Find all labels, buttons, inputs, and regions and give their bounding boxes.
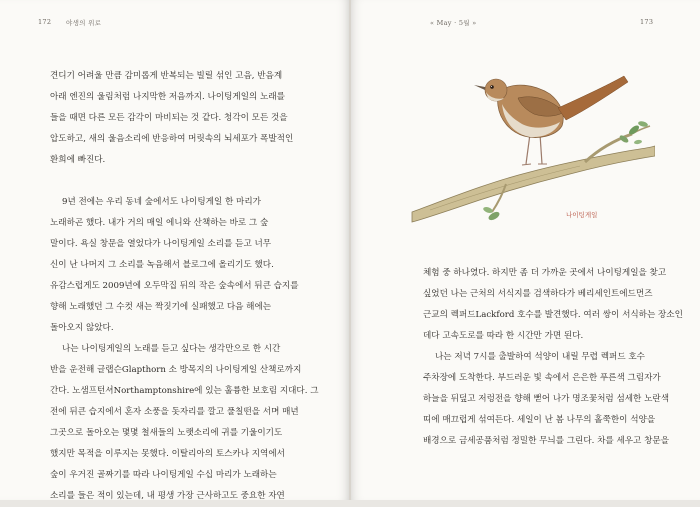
text-line: 간다. 노샘프턴셔Northamptonshire에 있는 훌륭한 보호림 지대다. 그 [50,386,319,396]
text-line: 반을 운전해 글랩슨Glapthorn 소 방목지의 나이팅게일 산책로까지 [50,365,302,375]
text-line: 나는 나이팅게일의 노래를 듣고 싶다는 생각만으로 한 시간 [62,344,281,354]
text-line: 유감스럽게도 2009년에 오두막집 뒤의 작은 숲속에서 뒤큰 습지를 [50,281,299,291]
text-line: 돌아오지 않았다. [50,323,114,333]
right-running-title: « May · 5월 » [430,19,477,27]
left-page-number: 172 [38,18,52,26]
text-line: 숲이 우거진 골짜기를 따라 나이팅게일 수십 마리가 노래하는 [50,470,277,480]
text-line: 들을 때면 다른 모든 감각이 마비되는 것 같다. 청각이 모든 것을 [50,113,288,123]
left-body-text [50,66,330,507]
text-line: 했지만 목적을 이루지는 못했다. 이탈리아의 토스카나 지역에서 [50,449,285,459]
text-line: 전에 뒤큰 습지에서 혼자 소풍을 돗자리를 깔고 풀칠떤을 서며 매년 [50,407,299,417]
text-line: 배경으로 금세공품처럼 정밀한 무늬를 그린다. 차를 세우고 창문을 [423,436,669,446]
text-line: 주차장에 도착한다. 부드러운 빛 속에서 은은한 푸른색 그림자가 [423,373,661,383]
left-running-title: 야생의 위로 [66,19,102,27]
right-page-number: 173 [640,18,654,26]
right-body-text [423,263,683,452]
text-line: 싶었던 나는 근처의 서식지를 검색하다가 베리세인트에드먼즈 [423,289,653,299]
text-line: 향해 노래했던 그 수컷 새는 짝짓기에 실패했고 다음 해에는 [50,302,272,312]
text-line: 체험 중 하나였다. 하지만 좀 더 가까운 곳에서 나이팅게일을 찾고 [423,268,667,278]
illustration-caption: 나이팅게일 [566,211,598,219]
text-line: 견디기 어려울 만큼 감미롭게 반복되는 빌릴 섞인 고음, 반음계 [50,71,283,81]
text-line: 데다 고속도로를 따라 한 시간만 가면 된다. [423,331,584,341]
text-line: 띠에 매끄럽게 섞여든다. 세일이 난 봄 나무의 홀쭉한이 석양을 [423,415,656,425]
text-line: 하늘을 뒤덮고 저렁전을 향해 뻗어 나가 명조꽃처럼 섬세한 노란색 [423,394,669,404]
nightingale-illustration [410,60,655,230]
text-line: 아래 엔진의 울림처럼 나지막한 저음까지. 나이팅게일의 노래를 [50,92,285,102]
text-line: 노래하곤 했다. 내가 거의 매일 에니와 산책하는 바로 그 숲 [50,218,269,228]
text-line: 9년 전에는 우리 동네 숲에서도 나이팅게일 한 마리가 [62,197,261,207]
text-line: 신이 난 나머지 그 소리를 녹음해서 블로그에 올리기도 했다. [50,260,274,270]
text-line: 소리를 들은 적이 있는데, 내 평생 가장 근사하고도 중요한 자연 [50,491,285,501]
text-line: 말이다. 욕실 창문을 열었다가 나이팅게일 소리를 듣고 너무 [50,239,272,249]
text-line: 나는 저녁 7시를 출발하여 석양이 내릴 무렵 렉퍼드 호수 [435,352,645,362]
book-gutter [349,0,351,500]
text-line: 환희에 빠진다. [50,155,106,165]
text-line: 근교의 렉퍼드Lackford 호수를 발견했다. 여러 쌍이 서식하는 장소인 [423,310,683,320]
text-line: 압도하고, 새의 울음소리에 반응하여 머릿속의 뇌세포가 폭발적인 [50,134,294,144]
text-line: 그곳으로 돌아오는 몇몇 철새들의 노랫소리에 귀를 기울이기도 [50,428,283,438]
text-line [50,171,330,192]
